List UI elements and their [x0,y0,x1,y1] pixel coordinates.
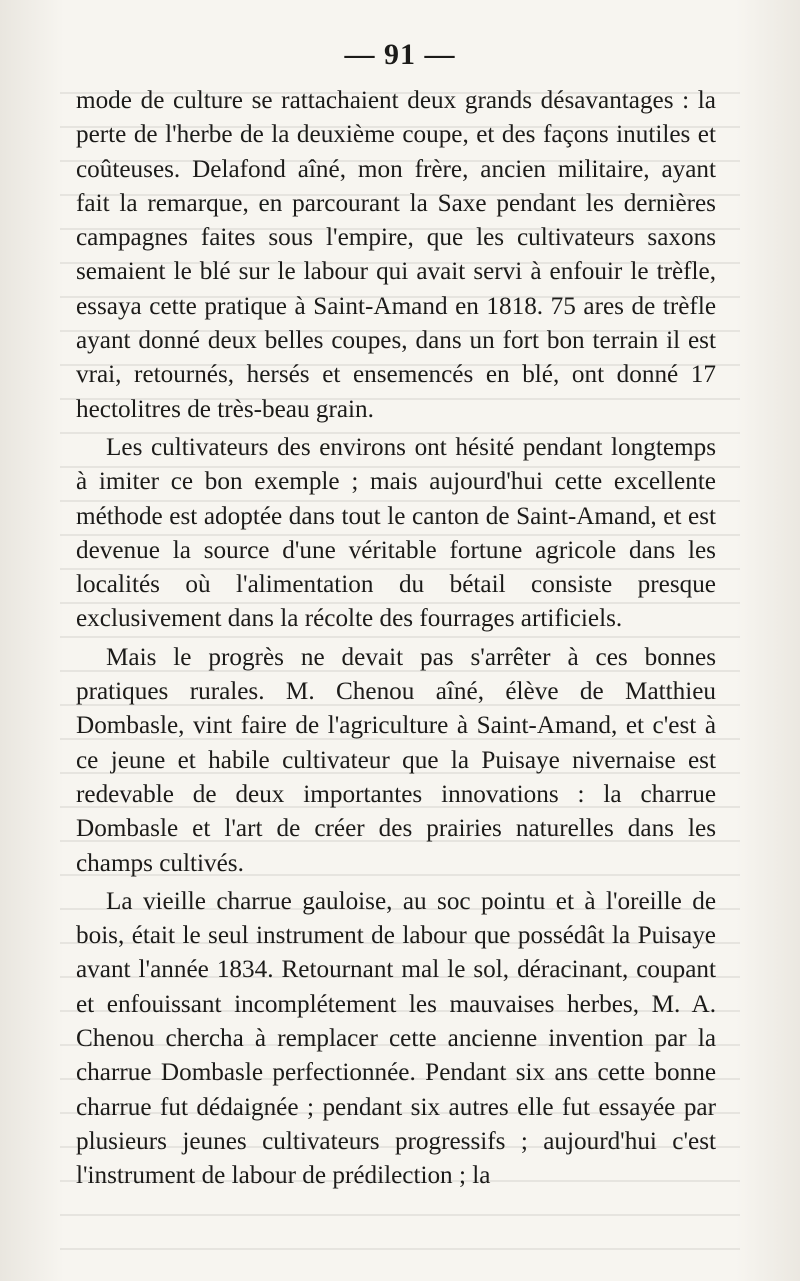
paragraph-2: Les cultivateurs des environs ont hésité pendant longtemps à imiter ce bon exemple ; mais aujourd'hui cette excellente méthode est adoptée dans tout le canton de Saint-Amand, et est devenue la source d'une véritable fortune agricole dans les localités où l'alimentation du bétail consiste presque exclusivement dans la récolte des fourrages artificiels. [76,433,716,633]
page-number: — 91 — [344,38,456,71]
paragraph-3: Mais le progrès ne devait pas s'arrêter à ces bonnes pratiques rurales. M. Chenou aîné, élève de Matthieu Dombasle, vint faire de l'agriculture à Saint-Amand, et c'est à ce jeune et habile cultivateur que la Puisaye nivernaise est redevable de deux importantes innovations : la charrue Dombasle et l'art de créer des prairies naturelles dans les champs cultivés. [76,643,716,877]
paragraph-4: La vieille charrue gauloise, au soc pointu et à l'oreille de bois, était le seul instrument de labour que possédât la Puisaye avant l'année 1834. Retournant mal le sol, déracinant, coupant et enfouissant incomplétement les mauvaises herbes, M. A. Chenou chercha à remplacer cette ancienne invention par la charrue Dombasle perfectionnée. Pendant six ans cette bonne charrue fut dédaignée ; pendant six autres elle fut essayée par plusieurs jeunes cultivateurs progressifs ; aujourd'hui c'est l'instrument de labour de prédilection ; la [76,887,716,1190]
body-text [76,84,716,1194]
paragraph-1: mode de culture se rattachaient deux grands désavantages : la perte de l'herbe de la deuxième coupe, et des façons inutiles et coûteuses. Delafond aîné, mon frère, ancien militaire, ayant fait la remarque, en parcourant la Saxe pendant les dernières campagnes faites sous l'empire, que les cultivateurs saxons semaient le blé sur le labour qui avait servi à enfouir le trèfle, essaya cette pratique à Saint-Amand en 1818. 75 ares de trèfle ayant donné deux belles coupes, dans un fort bon terrain il est vrai, retournés, hersés et ensemencés en blé, ont donné 17 hectolitres de très-beau grain. [76,87,716,423]
